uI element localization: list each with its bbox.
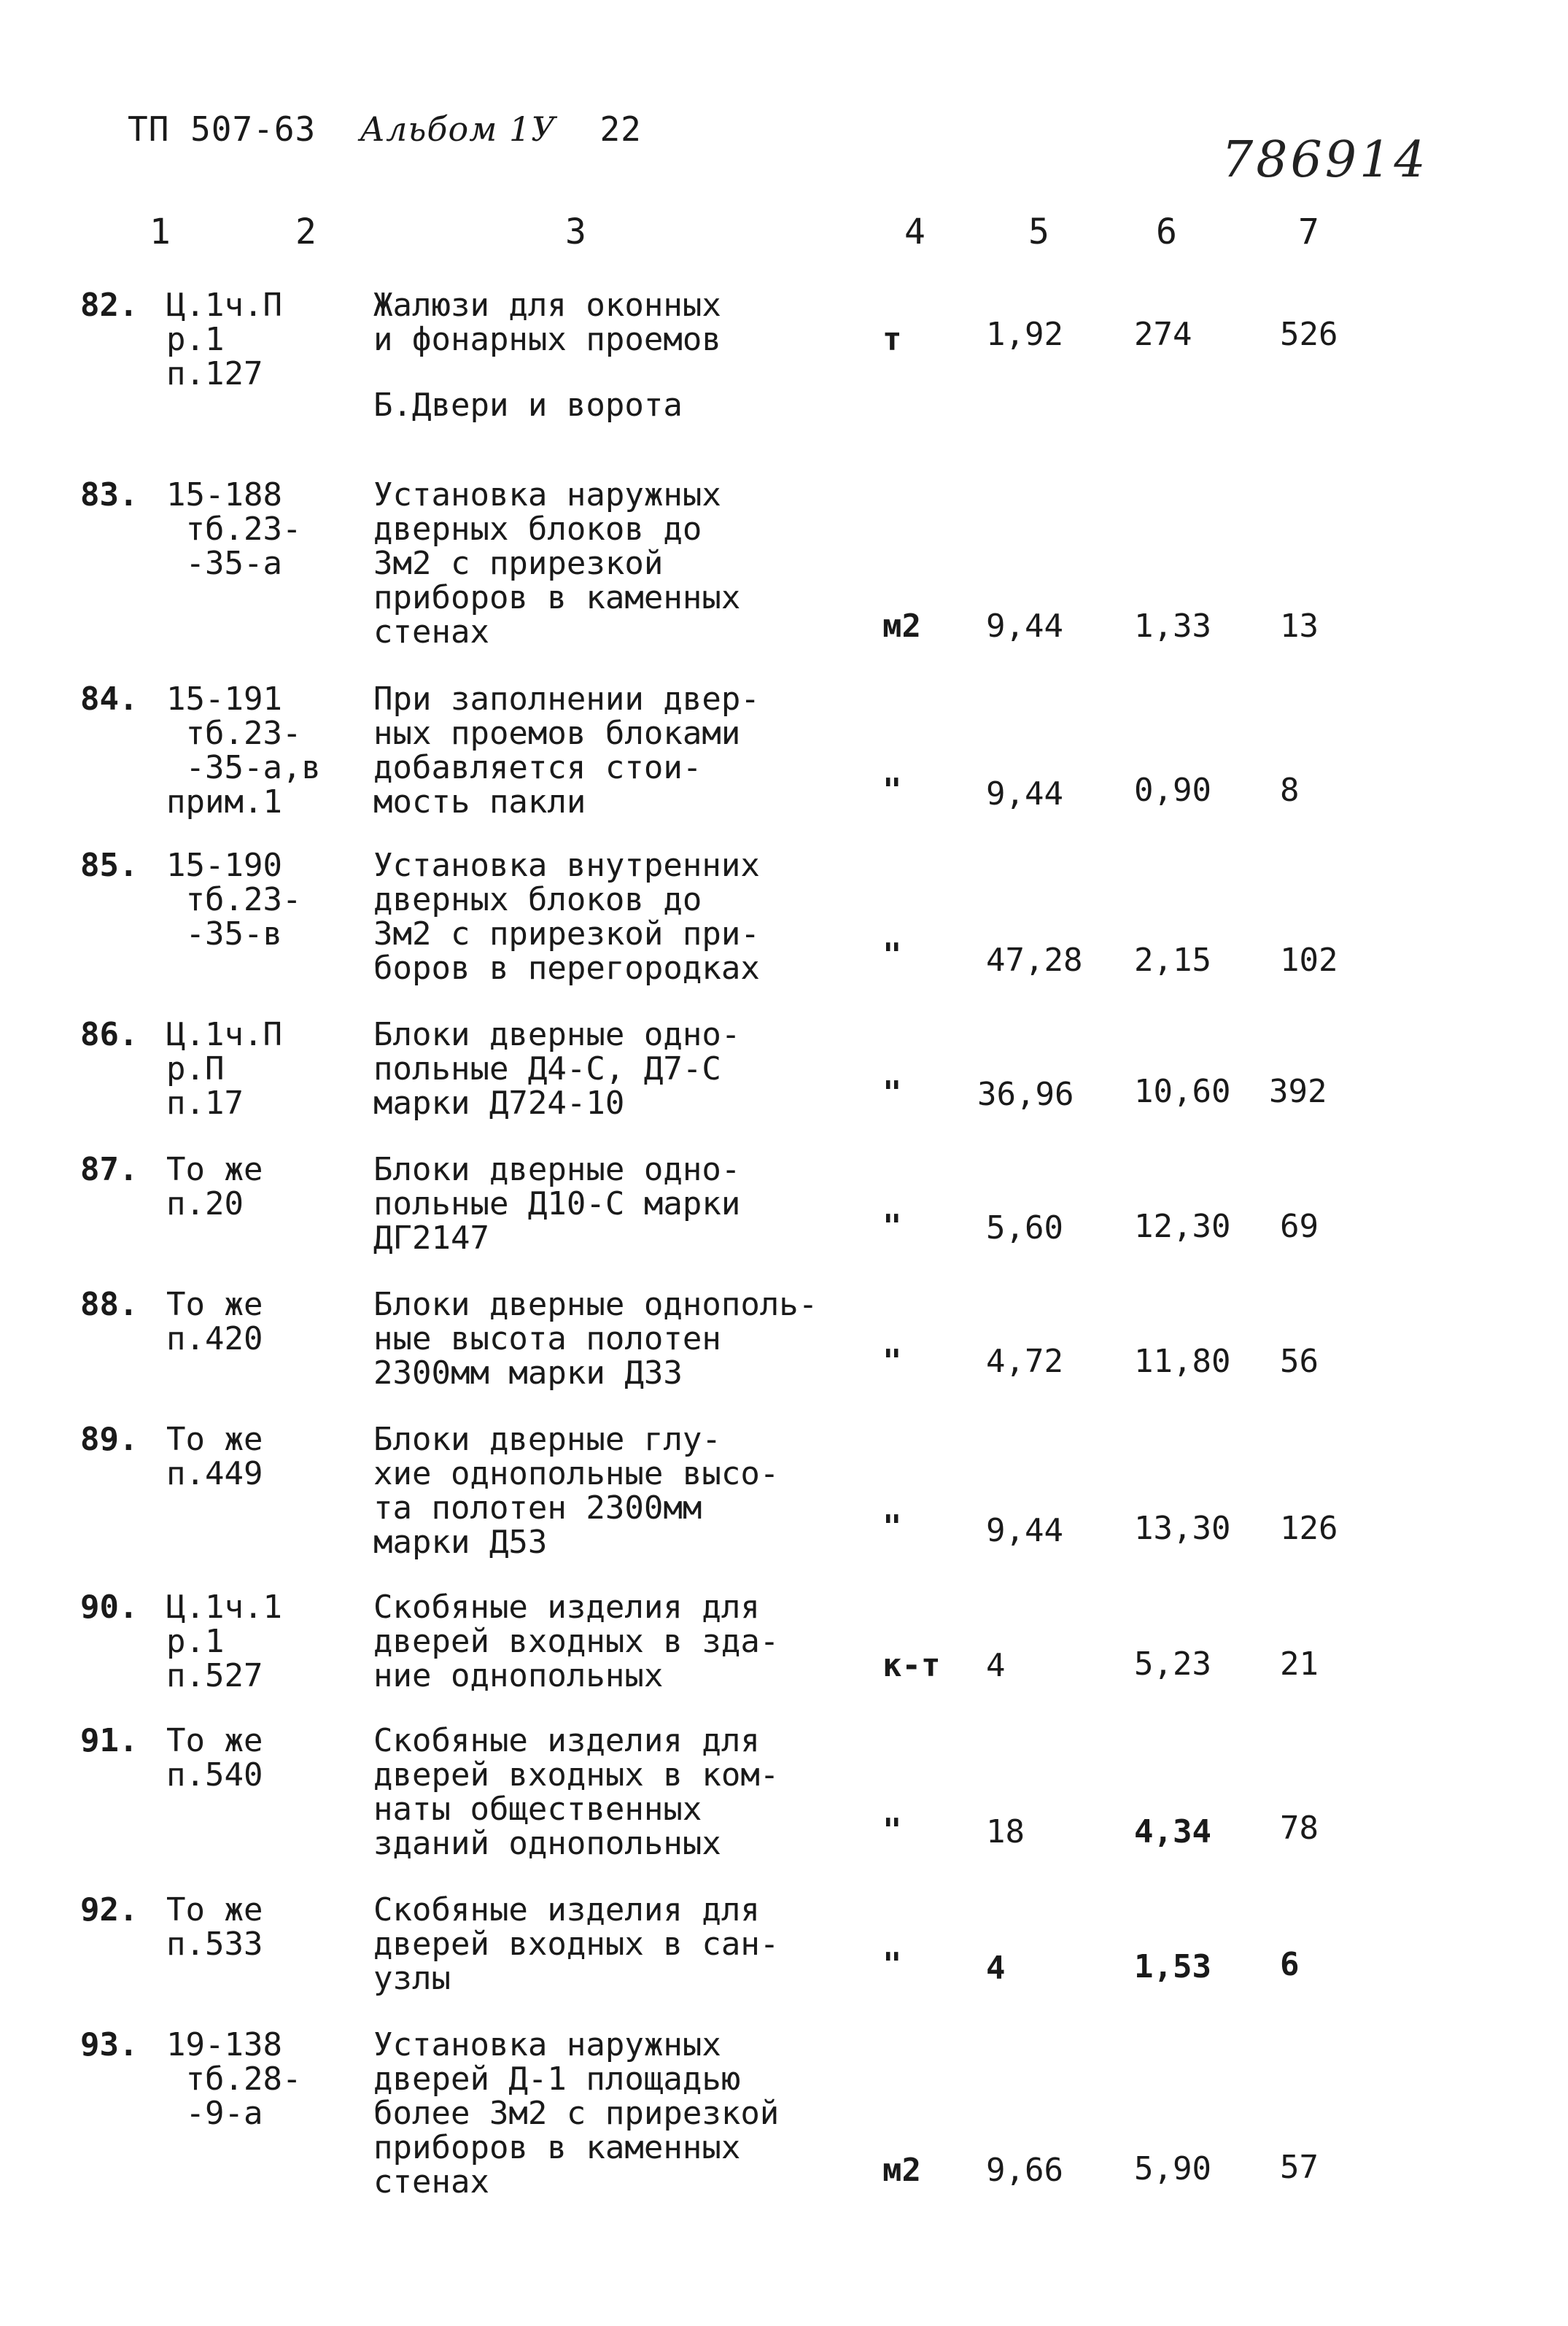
- row-description: Блоки дверные глу- хие однопольные высо- та полотен 2300мм марки Д53: [373, 1421, 780, 1561]
- row-number: 87.: [80, 1151, 139, 1188]
- page-header: [128, 109, 642, 149]
- row-description: Скобяные изделия для дверей входных в зда- ние однопольных: [373, 1589, 780, 1694]
- document-code: ТП 507-63: [128, 109, 317, 149]
- row-unit-price: 4,34: [1134, 1813, 1211, 1850]
- row-code: 19-138 тб.28- -9-а: [166, 2026, 302, 2132]
- page-number: 22: [599, 109, 642, 149]
- row-total: 102: [1280, 942, 1338, 979]
- row-unit: ": [882, 1208, 902, 1245]
- column-number-row: [0, 212, 1568, 263]
- row-unit-price: 1,33: [1134, 608, 1211, 645]
- row-description: Блоки дверные однополь- ные высота полотен 2300мм марки Д33: [373, 1286, 818, 1392]
- row-total: 57: [1280, 2149, 1319, 2186]
- row-code: 15-188 тб.23- -35-а: [166, 476, 302, 582]
- row-unit-price: 5,90: [1134, 2150, 1211, 2187]
- row-number: 91.: [80, 1722, 139, 1759]
- row-unit: ": [882, 1946, 902, 1983]
- row-description: Жалюзи для оконных и фонарных проемов: [373, 287, 721, 358]
- row-code: То же п.420: [166, 1286, 263, 1357]
- row-description: Установка наружных дверных блоков до 3м2 с прирезкой приборов в каменных стенах: [373, 476, 741, 651]
- row-description: Скобяные изделия для дверей входных в сан- узлы: [373, 1891, 780, 1997]
- row-unit: ": [882, 1508, 902, 1546]
- row-quantity: 36,96: [977, 1076, 1074, 1113]
- row-code: Ц.1ч.1 р.1 п.527: [166, 1589, 282, 1694]
- row-number: 90.: [80, 1589, 139, 1626]
- row-total: 126: [1280, 1510, 1338, 1547]
- row-total: 56: [1280, 1343, 1319, 1380]
- row-number: 88.: [80, 1286, 139, 1323]
- row-unit: к-т: [882, 1647, 941, 1684]
- row-description: Блоки дверные одно- польные Д4-С, Д7-С марки Д724-10: [373, 1016, 741, 1122]
- row-unit: т: [882, 321, 902, 358]
- row-quantity: 9,44: [986, 775, 1063, 813]
- row-total: 78: [1280, 1810, 1319, 1847]
- row-total: 392: [1269, 1073, 1327, 1110]
- row-quantity: 9,44: [986, 1512, 1063, 1549]
- row-total: 526: [1280, 316, 1338, 353]
- column-number: 2: [295, 212, 317, 252]
- row-quantity: 9,44: [986, 608, 1063, 645]
- handwritten-number: 786914: [1222, 131, 1429, 189]
- album-label: Альбом 1У: [360, 109, 556, 149]
- row-unit-price: 274: [1134, 316, 1192, 353]
- row-quantity: 47,28: [986, 942, 1083, 979]
- row-total: 21: [1280, 1645, 1319, 1683]
- row-unit-price: 0,90: [1134, 772, 1211, 809]
- row-unit-price: 11,80: [1134, 1343, 1231, 1380]
- row-total: 6: [1280, 1946, 1300, 1983]
- row-unit-price: 10,60: [1134, 1073, 1231, 1110]
- row-description: Установка наружных дверей Д-1 площадью более 3м2 с прирезкой приборов в каменных стенах: [373, 2026, 780, 2201]
- row-unit: ": [882, 1343, 902, 1380]
- row-unit: м2: [882, 2152, 921, 2189]
- row-unit-price: 13,30: [1134, 1510, 1231, 1547]
- column-number: 3: [565, 212, 586, 252]
- row-unit-price: 12,30: [1134, 1208, 1231, 1245]
- row-unit: м2: [882, 608, 921, 645]
- column-number: 4: [904, 212, 925, 252]
- row-quantity: 4,72: [986, 1343, 1063, 1380]
- row-code: 15-190 тб.23- -35-в: [166, 847, 302, 953]
- row-code: 15-191 тб.23- -35-а,в прим.1: [166, 681, 321, 821]
- row-unit: ": [882, 1074, 902, 1112]
- row-quantity: 18: [986, 1813, 1025, 1850]
- row-total: 8: [1280, 772, 1300, 809]
- row-quantity: 1,92: [986, 316, 1063, 353]
- row-code: То же п.540: [166, 1722, 263, 1794]
- row-quantity: 4: [986, 1647, 1006, 1684]
- row-total: 13: [1280, 608, 1319, 645]
- column-number: 1: [150, 212, 171, 252]
- row-number: 89.: [80, 1421, 139, 1458]
- row-description: При заполнении двер- ных проемов блоками добавляется стои- мость пакли: [373, 681, 760, 821]
- row-unit: ": [882, 1812, 902, 1849]
- row-number: 84.: [80, 681, 139, 718]
- row-code: Ц.1ч.П р.1 п.127: [166, 287, 282, 392]
- row-number: 83.: [80, 476, 139, 513]
- row-code: То же п.449: [166, 1421, 263, 1492]
- section-subheading: Б.Двери и ворота: [373, 387, 683, 424]
- row-description: Блоки дверные одно- польные Д10-С марки ДГ2147: [373, 1151, 741, 1257]
- row-number: 93.: [80, 2026, 139, 2063]
- row-quantity: 9,66: [986, 2152, 1063, 2189]
- row-code: То же п.20: [166, 1151, 263, 1222]
- row-code: Ц.1ч.П р.П п.17: [166, 1016, 282, 1122]
- row-description: Скобяные изделия для дверей входных в ком- наты общественных зданий однопольных: [373, 1722, 780, 1862]
- row-total: 69: [1280, 1208, 1319, 1245]
- row-description: Установка внутренних дверных блоков до 3м2 с прирезкой при- боров в перегородках: [373, 847, 760, 987]
- row-unit: ": [882, 772, 902, 809]
- column-number: 7: [1298, 212, 1319, 252]
- row-unit-price: 5,23: [1134, 1645, 1211, 1683]
- row-unit: ": [882, 937, 902, 974]
- row-quantity: 4: [986, 1950, 1006, 1987]
- column-number: 6: [1156, 212, 1177, 252]
- row-number: 86.: [80, 1016, 139, 1053]
- row-code: То же п.533: [166, 1891, 263, 1963]
- row-unit-price: 2,15: [1134, 942, 1211, 979]
- row-number: 82.: [80, 287, 139, 324]
- row-number: 85.: [80, 847, 139, 884]
- row-quantity: 5,60: [986, 1209, 1063, 1247]
- column-number: 5: [1028, 212, 1049, 252]
- row-unit-price: 1,53: [1134, 1948, 1211, 1985]
- row-number: 92.: [80, 1891, 139, 1928]
